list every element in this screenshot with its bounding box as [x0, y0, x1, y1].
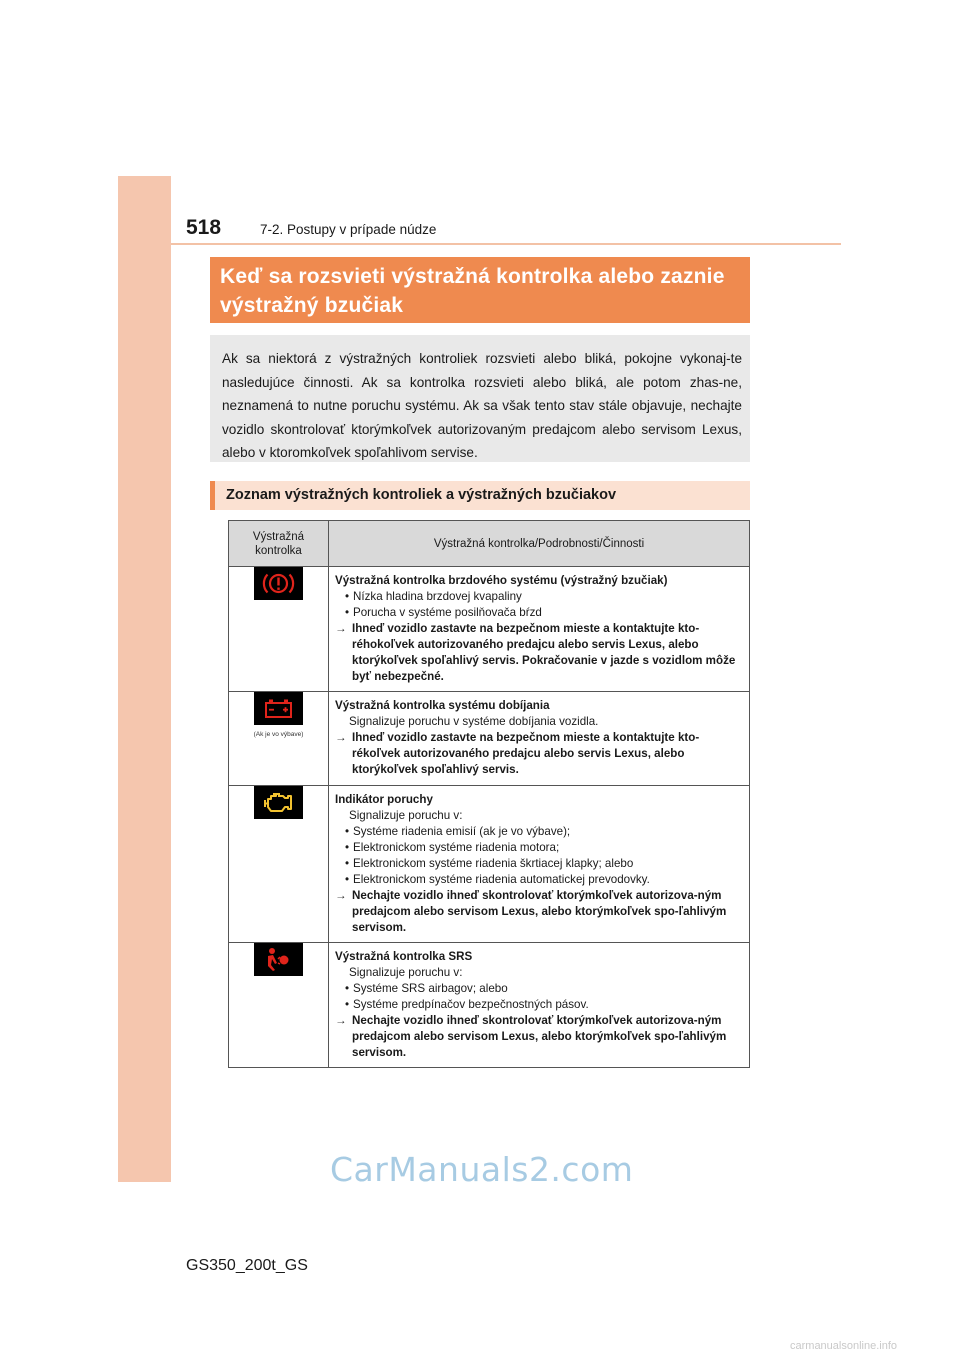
airbag-icon	[254, 943, 303, 976]
sub-heading: Zoznam výstražných kontroliek a výstražných bzučiakov	[210, 481, 750, 510]
arrow-icon: →	[335, 731, 347, 744]
table-row	[229, 567, 750, 692]
row-title: Výstražná kontrolka systému dobíjania	[335, 699, 550, 712]
side-band	[118, 176, 171, 1182]
brake-warning-icon	[254, 567, 303, 600]
battery-icon	[254, 692, 303, 725]
icon-cell	[229, 567, 329, 692]
details-cell	[329, 786, 750, 943]
header-details-column: Výstražná kontrolka/Podrobnosti/Činnosti	[329, 521, 750, 567]
table-row	[229, 692, 750, 786]
row-title: Výstražná kontrolka SRS	[335, 950, 473, 963]
list-item: • Systéme SRS airbagov; alebo	[335, 981, 741, 997]
details-cell	[329, 567, 750, 692]
table-row	[229, 786, 750, 943]
icon-cell	[229, 943, 329, 1068]
action-text: → Nechajte vozidlo ihneď skontrolovať ktorýmkoľvek autorizova-ným predajcom alebo servisom Lexus, alebo ktorýmkoľvek spo-ľahlivým servisom.	[335, 1014, 727, 1059]
main-heading	[210, 257, 750, 323]
arrow-icon: →	[335, 622, 347, 635]
row-title: Indikátor poruchy	[335, 793, 433, 806]
details-cell	[329, 692, 750, 786]
footer-model: GS350_200t_GS	[186, 1257, 308, 1274]
list-item: • Elektronickom systéme riadenia automatickej prevodovky.	[335, 872, 741, 888]
header-icon-column: Výstražná kontrolka	[229, 521, 329, 567]
main-heading-line-1: Keď sa rozsvieti výstražná kontrolka alebo zaznie	[220, 265, 725, 288]
details-cell	[329, 943, 750, 1068]
list-item: • Nízka hladina brzdovej kvapaliny	[335, 589, 741, 605]
row-title: Výstražná kontrolka brzdového systému (výstražný bzučiak)	[335, 574, 668, 587]
list-item: • Elektronickom systéme riadenia škrtiacej klapky; alebo	[335, 856, 741, 872]
row-detail: Signalizuje poruchu v:	[349, 809, 463, 822]
main-heading-line-2: výstražný bzučiak	[220, 294, 404, 317]
action-text: → Nechajte vozidlo ihneď skontrolovať ktorýmkoľvek autorizova-ným predajcom alebo servisom Lexus, alebo ktorýmkoľvek spo-ľahlivým servisom.	[335, 889, 727, 934]
action-text: → Ihneď vozidlo zastavte na bezpečnom mieste a kontaktujte kto-rékoľvek autorizovaného predajcu alebo servis Lexus, alebo ktorýkoľvek spoľahlivý servis.	[335, 731, 700, 776]
list-item: • Elektronickom systéme riadenia motora;	[335, 840, 741, 856]
arrow-icon: →	[335, 1014, 347, 1027]
arrow-icon: →	[335, 889, 347, 902]
footer-site: carmanualsonline.info	[790, 1340, 898, 1352]
page-number: 518	[186, 216, 222, 239]
header-rule	[171, 243, 841, 245]
warning-table	[228, 520, 750, 1068]
engine-icon	[254, 786, 303, 819]
intro-paragraph: Ak sa niektorá z výstražných kontroliek rozsvieti alebo bliká, pokojne vykonaj-te nasledujúce činnosti. Ak sa kontrolka rozsvieti alebo bliká, ale potom zhas-ne, neznamená to nutne poruchu systému. Ak sa však tento stav stále objavuje, nechajte vozidlo skontrolovať ktorýmkoľvek autorizovaným predajcom alebo servisom Lexus, alebo v ktoromkoľvek spoľahlivom servise.	[210, 335, 750, 462]
table-row	[229, 943, 750, 1068]
action-text: → Ihneď vozidlo zastavte na bezpečnom mieste a kontaktujte kto-réhokoľvek autorizovaného predajcu alebo servis Lexus, alebo ktorýkoľvek spoľahlivý servis. Pokračovanie v jazde s vozidlom môže byť nebezpečné.	[335, 622, 736, 683]
section-title: 7-2. Postupy v prípade núdze	[260, 222, 437, 237]
icon-cell	[229, 786, 329, 943]
row-detail: Signalizuje poruchu v:	[349, 966, 463, 979]
watermark: CarManuals2.com	[330, 1150, 634, 1189]
table-header-row	[229, 521, 750, 567]
list-item: • Porucha v systéme posilňovača bŕzd	[335, 605, 741, 621]
list-item: • Systéme predpínačov bezpečnostných pásov.	[335, 997, 741, 1013]
icon-cell	[229, 692, 329, 786]
list-item: • Systéme riadenia emisií (ak je vo výbave);	[335, 824, 741, 840]
row-detail: Signalizuje poruchu v systéme dobíjania vozidla.	[349, 715, 599, 728]
icon-note: (Ak je vo výbave)	[253, 731, 304, 738]
